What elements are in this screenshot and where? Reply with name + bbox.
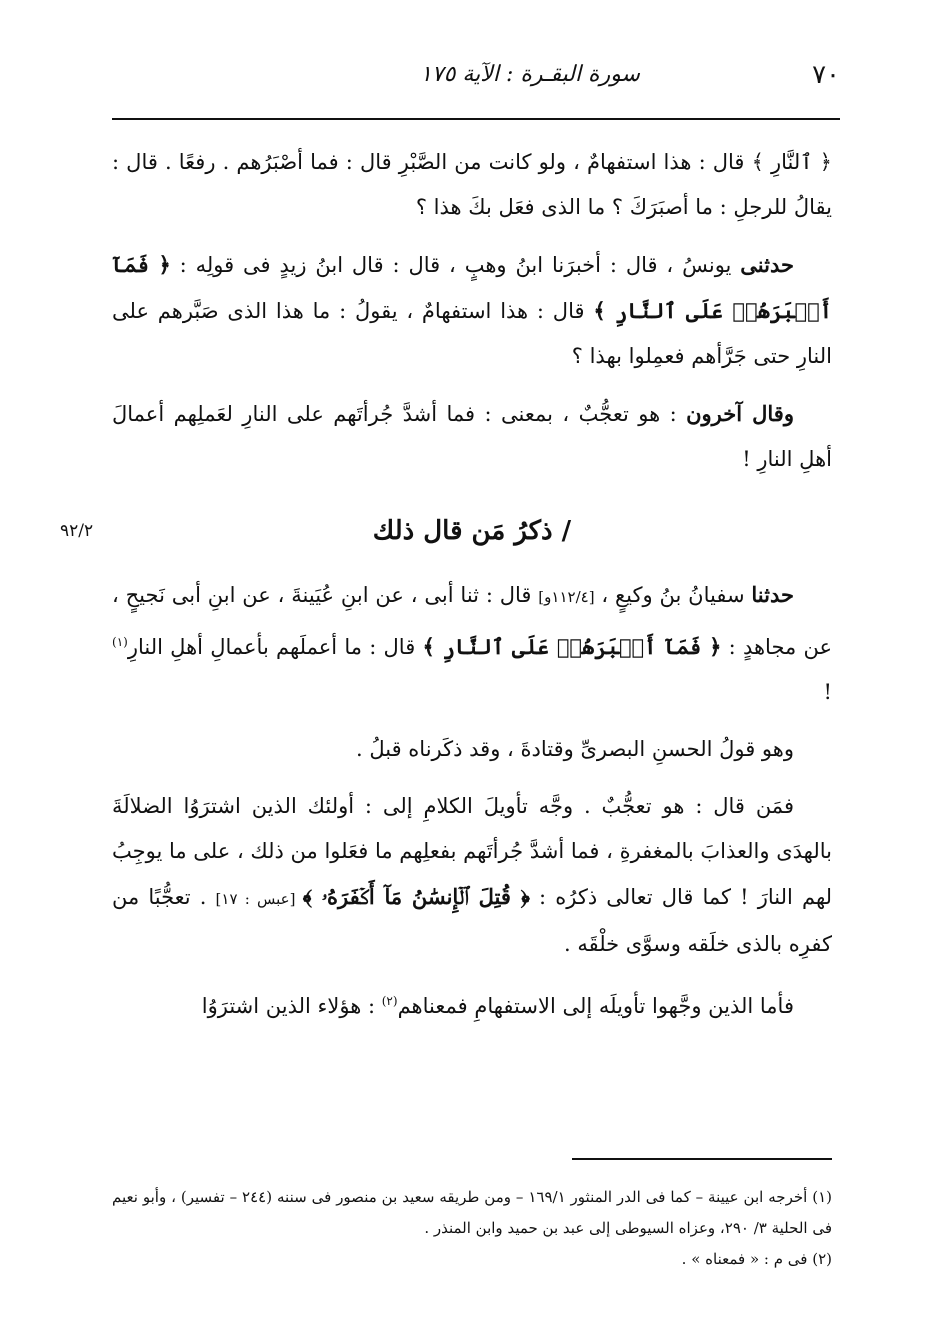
paragraph-4 <box>112 572 832 715</box>
footnote-divider <box>572 1158 832 1160</box>
paragraph-2-lead: حدثنى <box>740 252 794 277</box>
paragraph-1 <box>112 140 832 230</box>
paragraph-7-text-a: فأما الذين وجَّهوا تأويلَه إلى الاستفهامِ فمعناهم <box>397 994 794 1018</box>
paragraph-4-lead: حدثنا <box>751 582 794 607</box>
footnote-marker-1: (١) <box>112 635 128 649</box>
paragraph-6-text-a: فمَن قال : هو تعجُّبٌ . وجَّه تأويلَ الكلامِ إلى : أولئك الذين اشترَوُا الضلالَةَ بالهدَى والعذابَ بالمغفرةِ ، فما أشدَّ جُرأتَهم بفعلِهم ما فعَلوا من ذلك ، على ما يوجِبُ لهم النارَ ! كما قال تعالى ذكرُه : <box>112 794 833 909</box>
paragraph-3-lead: وقال آخرون <box>686 401 794 426</box>
paragraph-2-text-b: قال : هذا استفهامٌ ، يقولُ : ما هذا الذى صَبَّرهم على النارِ حتى جَرَّأهم فعمِلوا بهذا ؟ <box>112 299 832 368</box>
margin-note: ٩٢/٢ <box>60 521 94 541</box>
paragraph-5 <box>112 727 832 772</box>
page-header <box>112 58 840 120</box>
paragraph-4-manuscript-ref: [١١٢/٤و] <box>538 588 595 606</box>
paragraph-6-surah-ref: [عبس : ١٧] <box>215 890 303 908</box>
paragraph-4-text-a: سفيانُ بنُ وكيعٍ ، <box>594 583 752 607</box>
paragraph-3-text: : هو تعجُّبٌ ، بمعنى : فما أشدَّ جُرأتَهم على النارِ لعَملِهم أعمالَ أهلِ النارِ ! <box>112 402 832 471</box>
paragraph-4-text-d: ! <box>823 680 832 704</box>
section-heading-text: / ذكرُ مَن قال ذلك <box>372 516 572 546</box>
paragraph-1-text: ﴿ ٱلنَّارِ ﴾ قال : هذا استفهامٌ ، ولو كانت من الصَّبْرِ قال : فما أصْبَرُهم . رفعًا . قال : يقالُ للرجلِ : ما أصبَرَكَ ؟ ما الذى فعَل بكَ هذا ؟ <box>112 150 832 219</box>
paragraph-6 <box>112 784 832 967</box>
paragraph-2-text-a: يونسُ ، قال : أخبرَنا ابنُ وهبٍ ، قال : قال ابنُ زيدٍ فى قولِه : <box>170 253 741 277</box>
paragraph-7 <box>112 979 832 1029</box>
section-heading <box>60 506 832 556</box>
paragraph-4-text-c: قال : ما أعملَهم بأعمالِ أهلِ النارِ <box>127 635 423 659</box>
footnote-marker-2: (٢) <box>381 994 398 1008</box>
paragraph-3 <box>112 391 832 482</box>
body-text <box>60 140 833 1041</box>
footnotes <box>112 1182 832 1275</box>
footnote-1: (١) أخرجه ابن عيينة – كما فى الدر المنثور ١٦٩/١ – ومن طريقه سعيد بن منصور فى سننه (٢٤٤ – تفسير) ، وأبو نعيم فى الحلية ٣/ ٢٩٠، وعزاه السيوطى إلى عبد بن حميد وابن المنذر . <box>112 1188 832 1237</box>
paragraph-5-text: وهو قولُ الحسنِ البصرىِّ وقتادةَ ، وقد ذكَرناه قبلُ . <box>356 737 794 761</box>
page-number: ٧٠ <box>812 60 840 90</box>
paragraph-2 <box>112 242 832 379</box>
paragraph-7-text-b: : هؤلاء الذين اشترَوُا <box>201 994 382 1018</box>
running-head: سورة البقـرة : الآية ١٧٥ <box>419 62 640 87</box>
footnote-2: (٢) فى م : « فمعناه » . <box>681 1250 832 1268</box>
paragraph-6-quran: ﴿ قُتِلَ ٱلۡإِنسَٰنُ مَآ أَكۡفَرَهُۥ ﴾ <box>302 884 530 909</box>
paragraph-4-text-b: قال : ثنا أبى ، عن ابنِ عُيَينةَ ، عن ابنِ أبى نَجيحٍ ، عن مجاهدٍ : <box>112 583 833 659</box>
paragraph-4-quran: ﴿ فَمَآ أَصۡبَرَهُمۡ عَلَى ٱلنَّارِ ﴾ <box>422 634 722 659</box>
paragraph-6-text-b: . تعجُّبًا من كفرِه بالذى خلَقه وسوَّى خلْقَه . <box>112 885 832 956</box>
paragraph-2-quran: ﴿ فَمَآ أَصۡبَرَهُمۡ عَلَى ٱلنَّارِ ﴾ <box>112 252 832 323</box>
